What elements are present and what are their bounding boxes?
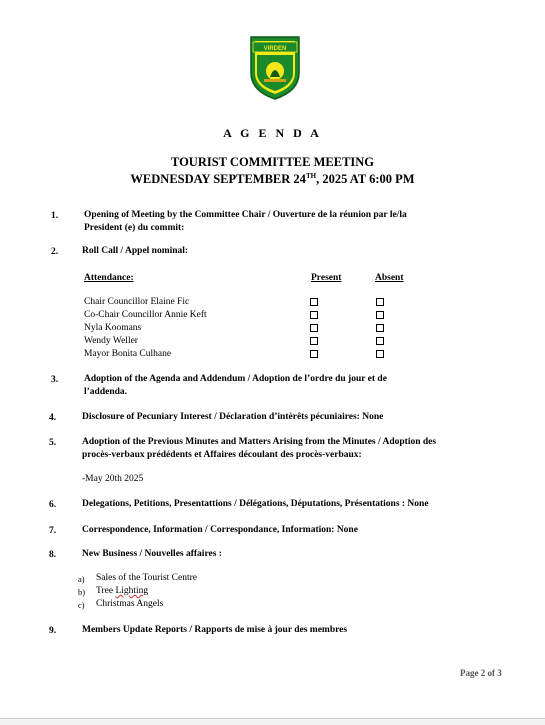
agenda-item-previous-minutes	[82, 436, 436, 461]
item-text-line: President (e) du commit:	[84, 222, 185, 233]
attendance-member: Mayor Bonita Culhane	[84, 349, 172, 359]
present-header: Present	[311, 273, 342, 283]
spellcheck-marked-word: Lighting	[115, 586, 149, 596]
absent-checkbox[interactable]	[376, 337, 384, 345]
attendance-member: Co-Chair Councillor Annie Keft	[84, 310, 207, 320]
item-text-line: l’addenda.	[84, 386, 128, 397]
attendance-member: Nyla Koomans	[84, 323, 142, 333]
sub-item-marker: c)	[78, 600, 85, 610]
agenda-item-new-business: New Business / Nouvelles affaires :	[82, 549, 222, 559]
sub-item-marker: a)	[78, 574, 85, 584]
agenda-item-delegations: Delegations, Petitions, Presentattions / Délégations, Députations, Présentations : None	[82, 499, 429, 509]
item-text-line: Opening of Meeting by the Committee Chair / Ouverture de la réunion par le/la	[84, 210, 407, 220]
meeting-date	[0, 169, 545, 186]
present-checkbox[interactable]	[310, 337, 318, 345]
item-number: 9.	[49, 626, 57, 636]
attendance-member: Wendy Weller	[84, 336, 138, 346]
attendance-member: Chair Councillor Elaine Fic	[84, 297, 190, 307]
meeting-date-time: , 2025 AT 6:00 PM	[316, 172, 415, 187]
agenda-item-correspondence: Correspondence, Information / Correspondance, Information: None	[82, 525, 358, 535]
new-business-item-text: Tree	[96, 586, 116, 596]
present-checkbox[interactable]	[310, 324, 318, 332]
item-number: 3.	[51, 375, 59, 385]
item-number: 6.	[49, 500, 57, 510]
agenda-item-member-reports: Members Update Reports / Rapports de mise à jour des membres	[82, 625, 348, 635]
agenda-item-roll-call: Roll Call / Appel nominal:	[82, 246, 189, 256]
absent-checkbox[interactable]	[376, 298, 384, 306]
crest-banner-text: VIRDEN	[263, 46, 287, 52]
meeting-title	[0, 155, 545, 186]
meeting-date-suffix: TH	[305, 172, 317, 180]
item-number: 2.	[51, 247, 59, 257]
new-business-item	[96, 585, 148, 598]
page-number: Page 2 of 3	[460, 668, 502, 678]
absent-checkbox[interactable]	[376, 350, 384, 358]
item-number: 1.	[51, 211, 59, 221]
meeting-date-main: WEDNESDAY SEPTEMBER 24	[130, 172, 306, 187]
item-text-line: Adoption of the Agenda and Addendum / Adoption de l’ordre du jour et de	[84, 374, 387, 384]
agenda-item-adoption-agenda	[84, 373, 387, 398]
item-text-line: procès-verbaux prédédents et Affaires découlant des procès-verbaux:	[82, 449, 362, 460]
new-business-item: Christmas Angels	[96, 599, 164, 609]
item-number: 7.	[49, 526, 57, 536]
item-text-line: Adoption of the Previous Minutes and Matters Arising from the Minutes / Adoption des	[82, 437, 437, 447]
attendance-header: Attendance:	[84, 273, 134, 283]
municipal-crest-logo	[248, 33, 302, 101]
sub-item-marker: b)	[78, 587, 86, 597]
present-checkbox[interactable]	[310, 298, 318, 306]
present-checkbox[interactable]	[310, 350, 318, 358]
absent-checkbox[interactable]	[376, 324, 384, 332]
item-number: 5.	[49, 438, 57, 448]
item-number: 8.	[49, 550, 57, 560]
new-business-item: Sales of the Tourist Centre	[96, 573, 198, 583]
absent-header: Absent	[375, 273, 404, 283]
item-number: 4.	[49, 413, 57, 423]
absent-checkbox[interactable]	[376, 311, 384, 319]
previous-minutes-date: -May 20th 2025	[82, 474, 144, 484]
agenda-title: A G E N D A	[223, 126, 322, 140]
present-checkbox[interactable]	[310, 311, 318, 319]
agenda-item-disclosure: Disclosure of Pecuniary Interest / Déclaration d’intèrêts pécuniaires: None	[82, 412, 384, 422]
agenda-item-opening	[84, 209, 407, 234]
meeting-name: TOURIST COMMITTEE MEETING	[170, 155, 375, 169]
